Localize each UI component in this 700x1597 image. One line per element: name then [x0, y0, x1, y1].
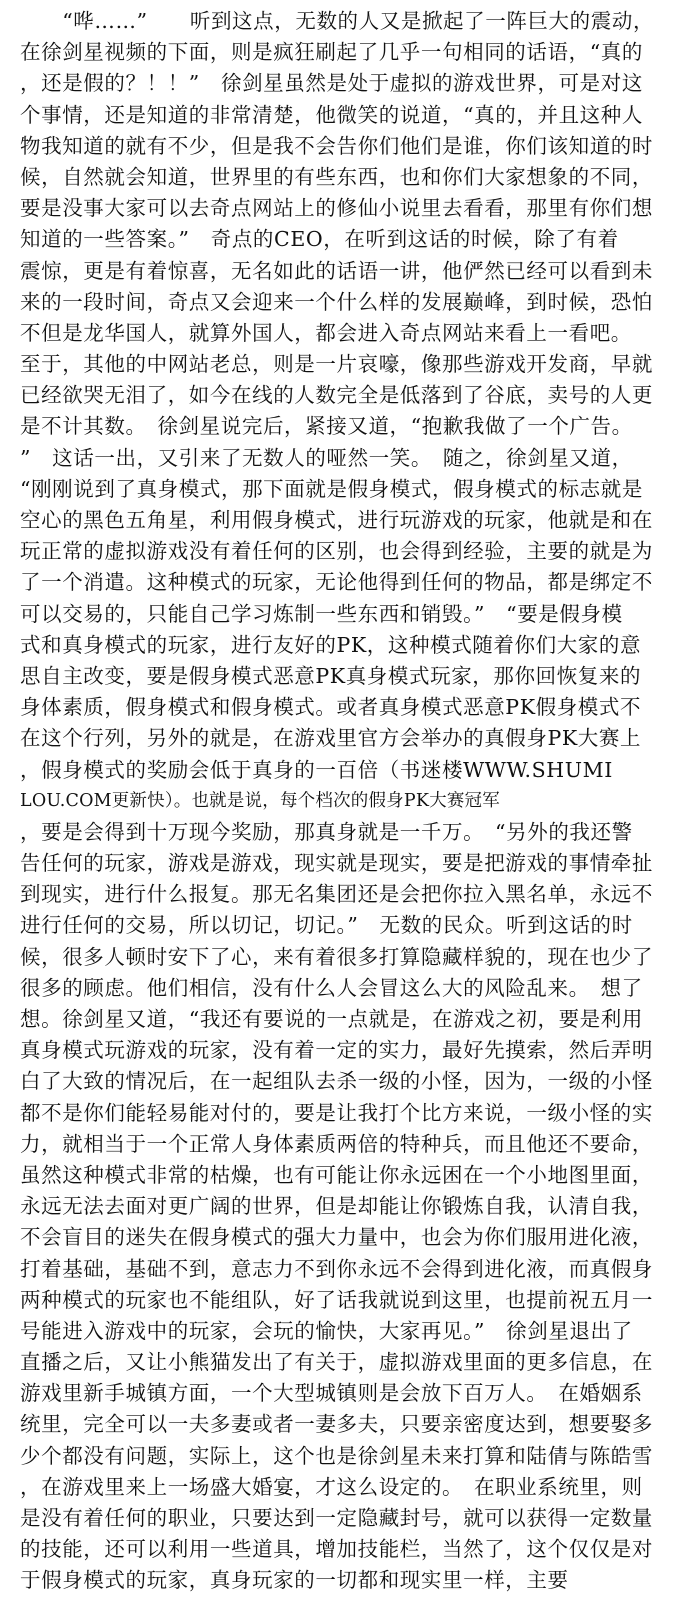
text-line: 候，很多人顿时安下了心，来有着很多打算隐藏样貌的，现在也少了 [20, 944, 653, 969]
text-line: 在这个行列，另外的就是，在游戏里官方会举办的真假身PK大赛上 [20, 726, 642, 751]
text-line: 不但是龙华国人，就算外国人，都会进入奇点网站来看上一看吧。 [20, 320, 632, 345]
text-line: 思自主改变，要是假身模式恶意PK真身模式玩家，那你回恢复来的 [20, 663, 642, 688]
text-line: ，在游戏里来上一场盛大婚宴，才这么设定的。 在职业系统里，则 [20, 1474, 643, 1499]
text-line: 个事情，还是知道的非常清楚，他微笑的说道，“真的，并且这种人 [20, 102, 643, 127]
text-line: ，要是会得到十万现今奖励，那真身就是一千万。 “另外的我还警 [20, 819, 633, 844]
text-line: 统里，完全可以一夫多妻或者一妻多夫，只要亲密度达到，想要娶多 [20, 1412, 653, 1437]
text-line: 都不是你们能轻易能对付的，要是让我打个比方来说，一级小怪的实 [20, 1100, 653, 1125]
text-line: ，还是假的？！！” 徐剑星虽然是处于虚拟的游戏世界，可是对这 [20, 71, 643, 96]
text-line: 空心的黑色五角星，利用假身模式，进行玩游戏的玩家，他就是和在 [20, 508, 653, 532]
text-line: 很多的顾虑。他们相信，没有什么人会冒这么大的风险乱来。 想了 [20, 975, 643, 1000]
text-line: 白了大致的情况后，在一起组队去杀一级的小怪，因为，一级的小怪 [20, 1069, 653, 1094]
text-line: 已经欲哭无泪了，如今在线的人数完全是低落到了谷底，卖号的人更 [20, 383, 653, 408]
text-line: 于假身模式的玩家，真身玩家的一切都和现实里一样，主要 [20, 1568, 569, 1593]
text-line: ，假身模式的奖励会低于真身的一百倍（书迷楼WWW.SHUMI [20, 757, 613, 782]
text-line: 身体素质，假身模式和假身模式。或者真身模式恶意PK假身模式不 [20, 695, 642, 720]
text-line: 式和真身模式的玩家，进行友好的PK，这种模式随着你们大家的意 [20, 632, 642, 657]
text-line: 真身模式玩游戏的玩家，没有着一定的实力，最好先摸索，然后弄明 [20, 1038, 653, 1063]
text-line: 永远无法去面对更广阔的世界，但是却能让你锻炼自我，认清自我， [20, 1194, 653, 1219]
text-line: 可以交易的，只能自己学习炼制一些东西和销毁。” “要是假身模 [20, 601, 623, 626]
text-line: ” 这话一出，又引来了无数人的哑然一笑。 随之，徐剑星又道， [20, 445, 633, 470]
text-line: 是没有着任何的职业，只要达到一定隐藏封号，就可以获得一定数量 [20, 1506, 653, 1530]
text-line: 少个都没有问题，实际上，这个也是徐剑星未来打算和陆倩与陈皓雪 [20, 1443, 653, 1468]
text-line: 玩正常的虚拟游戏没有着任何的区别，也会得到经验，主要的就是为 [20, 539, 653, 564]
text-line: 是不计其数。 徐剑星说完后，紧接又道，“抱歉我做了一个广告。 [20, 414, 633, 439]
text-line: 了一个消遣。这种模式的玩家，无论他得到任何的物品，都是绑定不 [20, 570, 653, 595]
text-line: 在徐剑星视频的下面，则是疯狂刷起了几乎一句相同的话语，“真的 [20, 40, 643, 65]
text-line: 两种模式的玩家也不能组队，好了话我就说到这里，也提前祝五月一 [20, 1287, 653, 1312]
text-line: LOU.COM更新快）。也就是说，每个档次的假身PK大赛冠军 [20, 790, 500, 811]
text-line: 进行任何的交易，所以切记，切记。” 无数的民众。听到这话的时 [20, 913, 633, 938]
text-line: 至于，其他的中网站老总，则是一片哀嚎，像那些游戏开发商，早就 [20, 352, 653, 377]
novel-text-body [20, 6, 692, 1597]
text-line: 直播之后，又让小熊猫发出了有关于，虚拟游戏里面的更多信息，在 [20, 1350, 653, 1375]
text-line: 知道的一些答案。” 奇点的CEO，在听到这话的时候，除了有着 [20, 227, 619, 252]
text-line: 震惊，更是有着惊喜，无名如此的话语一讲，他俨然已经可以看到未 [20, 258, 653, 283]
text-line: 来的一段时间，奇点又会迎来一个什么样的发展巅峰，到时候，恐怕 [20, 289, 653, 314]
text-line: “哗……” 听到这点，无数的人又是掀起了一阵巨大的震动， [20, 9, 655, 33]
text-line: “刚刚说到了真身模式，那下面就是假身模式，假身模式的标志就是 [20, 476, 643, 501]
text-line: 的技能，还可以利用一些道具，增加技能栏，当然了，这个仅仅是对 [20, 1537, 653, 1562]
text-line: 想。徐剑星又道，“我还有要说的一点就是，在游戏之初，要是利用 [20, 1007, 643, 1031]
text-line: 要是没事大家可以去奇点网站上的修仙小说里去看看，那里有你们想 [20, 196, 653, 221]
text-line: 力，就相当于一个正常人身体素质两倍的特种兵，而且他还不要命， [20, 1131, 653, 1156]
text-line: 候，自然就会知道，世界里的有些东西，也和你们大家想象的不同， [20, 164, 653, 189]
text-line: 不会盲目的迷失在假身模式的强大力量中，也会为你们服用进化液， [20, 1225, 653, 1250]
text-line: 告任何的玩家，游戏是游戏，现实就是现实，要是把游戏的事情牵扯 [20, 851, 653, 876]
text-line: 打着基础，基础不到，意志力不到你永远不会得到进化液，而真假身 [20, 1256, 653, 1281]
text-line: 游戏里新手城镇方面，一个大型城镇则是会放下百万人。 在婚姻系 [20, 1381, 643, 1406]
text-line: 物我知道的就有不少，但是我不会告你们他们是谁，你们该知道的时 [20, 133, 653, 158]
text-line: 虽然这种模式非常的枯燥，也有可能让你永远困在一个小地图里面， [20, 1162, 653, 1187]
text-line: 号能进入游戏中的玩家，会玩的愉快，大家再见。” 徐剑星退出了 [20, 1318, 633, 1343]
text-line: 到现实，进行什么报复。那无名集团还是会把你拉入黑名单，永远不 [20, 882, 653, 907]
